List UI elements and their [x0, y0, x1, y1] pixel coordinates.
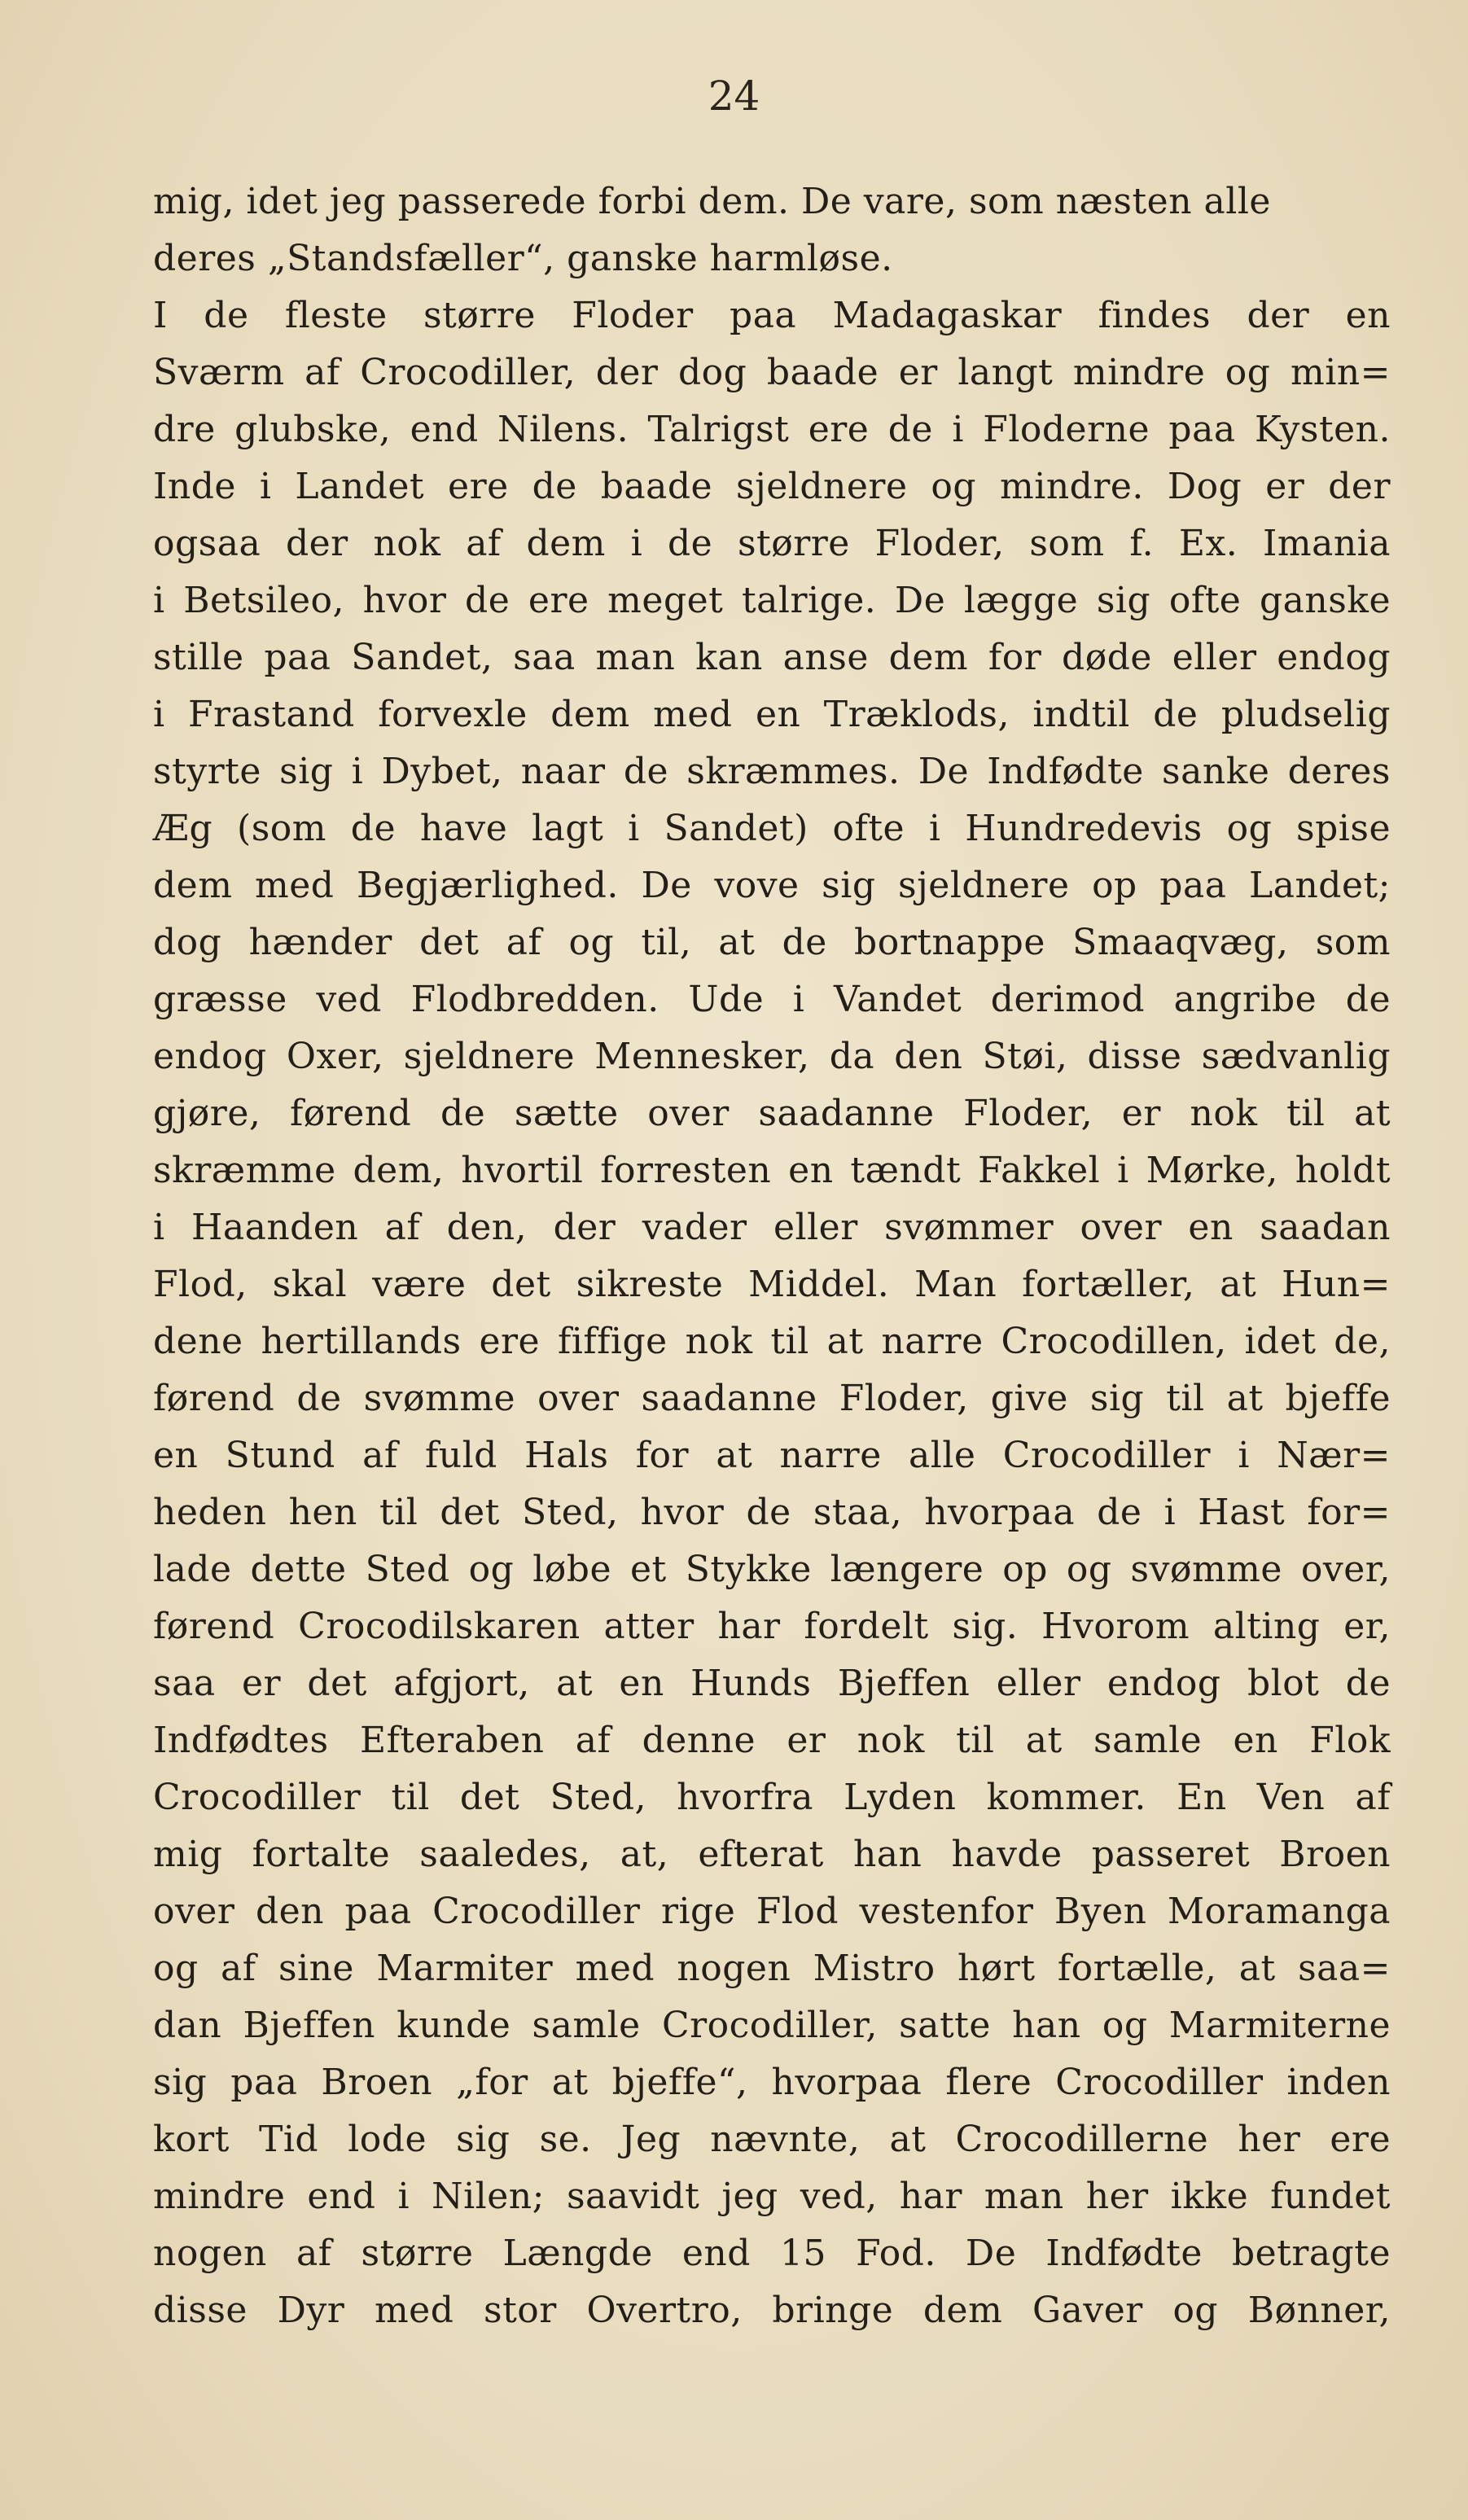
- text-line: gjøre, førend de sætte over saadanne Floder, er nok til at: [153, 1093, 1391, 1134]
- text-line: i Frastand forvexle dem med en Træklods, indtil de pludselig: [153, 694, 1391, 735]
- text-line: og af sine Marmiter med nogen Mistro hørt fortælle, at saa=: [153, 1948, 1391, 1989]
- text-line: over den paa Crocodiller rige Flod vestenfor Byen Moramanga: [153, 1891, 1391, 1932]
- text-line: Sværm af Crocodiller, der dog baade er langt mindre og min=: [153, 352, 1391, 393]
- text-line: dan Bjeffen kunde samle Crocodiller, satte han og Marmiterne: [153, 2005, 1391, 2046]
- text-line: dre glubske, end Nilens. Talrigst ere de i Floderne paa Kysten.: [153, 409, 1391, 450]
- text-line: kort Tid lode sig se. Jeg nævnte, at Crocodillerne her ere: [153, 2119, 1391, 2160]
- text-line: sig paa Broen „for at bjeffe“, hvorpaa flere Crocodiller inden: [153, 2062, 1391, 2103]
- text-line: i Haanden af den, der vader eller svømmer over en saadan: [153, 1207, 1391, 1248]
- text-line: stille paa Sandet, saa man kan anse dem for døde eller endog: [153, 637, 1391, 678]
- text-line: en Stund af fuld Hals for at narre alle Crocodiller i Nær=: [153, 1435, 1391, 1476]
- text-line: skræmme dem, hvortil forresten en tændt Fakkel i Mørke, holdt: [153, 1150, 1391, 1191]
- text-line: Crocodiller til det Sted, hvorfra Lyden kommer. En Ven af: [153, 1777, 1391, 1818]
- text-line: Indfødtes Efteraben af denne er nok til at samle en Flok: [153, 1720, 1391, 1761]
- text-line: dog hænder det af og til, at de bortnappe Smaaqvæg, som: [153, 922, 1391, 963]
- text-line: heden hen til det Sted, hvor de staa, hvorpaa de i Hast for=: [153, 1492, 1391, 1533]
- text-line: mig, idet jeg passerede forbi dem. De vare, som næsten alle: [153, 181, 1271, 222]
- text-line: nogen af større Længde end 15 Fod. De Indfødte betragte: [153, 2233, 1391, 2274]
- text-line: i Betsileo, hvor de ere meget talrige. De lægge sig ofte ganske: [153, 580, 1391, 621]
- text-line: Æg (som de have lagt i Sandet) ofte i Hundredevis og spise: [153, 808, 1391, 849]
- page-number: 24: [708, 72, 760, 120]
- text-line: deres „Standsfæller“, ganske harmløse.: [153, 238, 893, 279]
- text-line: saa er det afgjort, at en Hunds Bjeffen eller endog blot de: [153, 1663, 1391, 1704]
- text-line: ogsaa der nok af dem i de større Floder, som f. Ex. Imania: [153, 523, 1391, 564]
- text-line: disse Dyr med stor Overtro, bringe dem Gaver og Bønner,: [153, 2290, 1391, 2331]
- text-line: mig fortalte saaledes, at, efterat han havde passeret Broen: [153, 1834, 1391, 1875]
- text-line: mindre end i Nilen; saavidt jeg ved, har man her ikke fundet: [153, 2176, 1391, 2217]
- text-line: styrte sig i Dybet, naar de skræmmes. De Indfødte sanke deres: [153, 751, 1391, 792]
- text-line: græsse ved Flodbredden. Ude i Vandet derimod angribe de: [153, 979, 1391, 1020]
- text-line: dene hertillands ere fiffige nok til at narre Crocodillen, idet de,: [153, 1321, 1391, 1362]
- text-line: Inde i Landet ere de baade sjeldnere og mindre. Dog er der: [153, 466, 1391, 507]
- text-line: førend de svømme over saadanne Floder, give sig til at bjeffe: [153, 1378, 1391, 1419]
- text-line: endog Oxer, sjeldnere Mennesker, da den Støi, disse sædvanlig: [153, 1036, 1391, 1077]
- text-line: lade dette Sted og løbe et Stykke længere op og svømme over,: [153, 1549, 1391, 1590]
- text-line: Flod, skal være det sikreste Middel. Man fortæller, at Hun=: [153, 1264, 1391, 1305]
- text-line: førend Crocodilskaren atter har fordelt sig. Hvorom alting er,: [153, 1606, 1391, 1647]
- body-text: [153, 173, 1391, 2339]
- text-line: dem med Begjærlighed. De vove sig sjeldnere op paa Landet;: [153, 865, 1391, 906]
- text-line: I de fleste større Floder paa Madagaskar findes der en: [153, 295, 1391, 336]
